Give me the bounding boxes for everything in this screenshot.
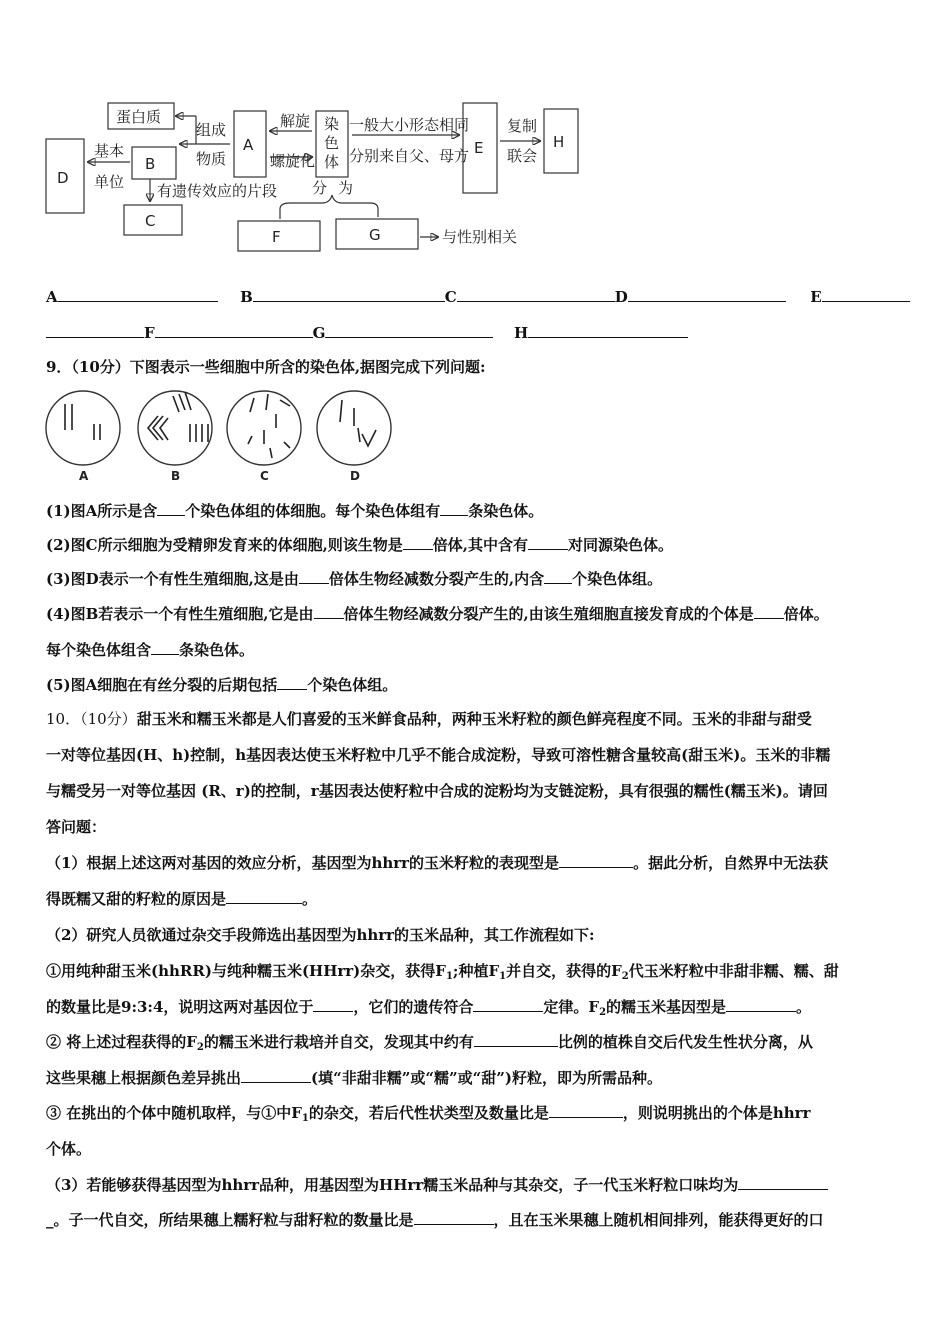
q9-p1-blank-1[interactable] (157, 501, 185, 516)
cell-C-label: C (260, 469, 269, 483)
q10-line-11 (46, 1067, 662, 1089)
q9-part5 (46, 674, 397, 696)
unit-label: 单位 (94, 173, 125, 191)
cell-A-label: A (79, 469, 89, 483)
cell-A (46, 391, 120, 465)
q9-p1-text-c: 条染色体。 (468, 502, 544, 520)
answer-B-blank[interactable] (253, 287, 445, 302)
q10-line-9 (46, 996, 811, 1018)
q9-p3-blank-2[interactable] (544, 569, 572, 584)
q10-l15-text-a: _。子一代自交，所结果穗上糯籽粒与甜籽粒的数量比是 (46, 1211, 414, 1229)
q9-p3-text-b: 倍体生物经减数分裂产生的,内含 (328, 570, 545, 588)
protein-label: 蛋白质 (116, 108, 162, 126)
q10-l8-sub-2: 1 (499, 971, 507, 982)
q10-l14-text-a: （3）若能够获得基因型为hhrr品种，用基因型为HHrr糯玉米品种与其杂交，子一代玉米籽粒口味均为 (46, 1176, 739, 1194)
answer-A-blank[interactable] (58, 287, 218, 302)
q10-l5-text-a: （1）根据上述这两对基因的效应分析，基因型为hhrr的玉米籽粒的表现型是 (46, 854, 560, 872)
q10-phenotype-blank[interactable] (559, 853, 633, 868)
same-shape-label: 一般大小形态相同 (349, 116, 470, 134)
q9-p4-text-b: 倍体生物经减数分裂产生的,由该生殖细胞直接发育成的个体是 (343, 605, 754, 623)
q9-p1-blank-2[interactable] (440, 501, 468, 516)
material-label: 物质 (196, 150, 227, 168)
q9-p4-text-d: 每个染色体组含 (46, 641, 152, 659)
box-G-label: G (369, 226, 381, 244)
q9-p2-blank-1[interactable] (403, 535, 433, 550)
q9-p3-text-c: 个染色体组。 (572, 570, 663, 588)
q9-p5-blank-1[interactable] (277, 675, 307, 690)
q10-l9-text-d: 的糯玉米基因型是 (606, 998, 727, 1016)
q9-p5-text-b: 个染色体组。 (307, 676, 398, 694)
q9-p2-text-a: (2)图C所示细胞为受精卵发育来的体细胞,则该生物是 (46, 536, 403, 554)
q10-l8-sub-1: 1 (445, 971, 453, 982)
q10-offspring-ratio-blank[interactable] (549, 1103, 623, 1118)
concept-diagram (0, 95, 950, 265)
answer-E-blank-cont[interactable] (46, 323, 144, 338)
cell-figures (40, 386, 410, 486)
q10-ear-ratio-blank[interactable] (414, 1210, 494, 1225)
q10-l12-text-c: ，则说明挑出的个体是hhrr (622, 1104, 811, 1122)
answer-G-label: G (312, 324, 326, 342)
q9-p1-text-a: (1)图A所示是含 (46, 502, 158, 520)
q10-law-blank[interactable] (473, 997, 543, 1012)
q10-location-blank[interactable] (313, 997, 353, 1012)
q10-line-7: （2）研究人员欲通过杂交手段筛选出基因型为hhrr的玉米品种，其工作流程如下: (46, 926, 595, 944)
cell-C (227, 391, 301, 465)
answer-E-blank[interactable] (822, 287, 910, 302)
q9-part1 (46, 500, 543, 522)
cell-B-label: B (171, 469, 181, 483)
q10-kernel-blank[interactable] (241, 1068, 311, 1083)
q10-l8-text-b: ;种植F (452, 962, 500, 980)
basic-label: 基本 (94, 142, 125, 160)
q9-p4-text-e: 条染色体。 (179, 641, 255, 659)
q10-l6-text-a: 得既糯又甜的籽粒的原因是 (46, 890, 227, 908)
q9-p3-blank-1[interactable] (299, 569, 329, 584)
q10-l9-text-c: 定律。F (543, 998, 600, 1016)
cell-D (317, 391, 391, 465)
box-F-label: F (272, 228, 281, 246)
chromosome-label-3: 体 (324, 153, 340, 171)
q9-p2-text-c: 对同源染色体。 (568, 536, 674, 554)
answer-G-blank[interactable] (325, 323, 493, 338)
q10-line-10 (46, 1031, 813, 1053)
q10-l11-text-a: 这些果穗上根据颜色差异挑出 (46, 1069, 242, 1087)
split-label-1: 分 (312, 179, 328, 197)
q9-part3 (46, 568, 662, 590)
q10-l10-text-a: ② 将上述过程获得的F (46, 1033, 197, 1051)
q9-title: 9．（10分）下图表示一些细胞中所含的染色体,据图完成下列问题: (46, 358, 486, 376)
synapsis-label: 联会 (507, 147, 538, 165)
q10-line-15 (46, 1209, 824, 1231)
q9-part4 (46, 603, 829, 625)
q10-l10-text-c: 比例的植株自交后代发生性状分离，从 (557, 1033, 813, 1051)
q10-l11-text-b: (填“非甜非糯”或“糯”或“甜”)籽粒，即为所需品种。 (311, 1069, 662, 1087)
answer-H-label: H (513, 324, 529, 342)
q10-ratio-blank[interactable] (474, 1032, 558, 1047)
q10-line-12 (46, 1102, 810, 1124)
q10-l9-text-b: ，它们的遗传符合 (353, 998, 474, 1016)
answer-row-1 (46, 286, 910, 308)
q10-line-4: 答问题： (46, 818, 107, 836)
q9-p4-text-a: (4)图B若表示一个有性生殖细胞,它是由 (46, 605, 314, 623)
q10-line-6 (46, 888, 317, 910)
answer-E-label: E (810, 288, 822, 306)
q10-line-13: 个体。 (46, 1140, 92, 1158)
spiral-label: 螺旋化 (270, 152, 316, 170)
box-B-label: B (145, 155, 156, 173)
copy-label: 复制 (507, 117, 538, 135)
answer-A-label: A (46, 288, 58, 306)
q10-line-5 (46, 852, 828, 874)
box-A-label: A (243, 136, 254, 154)
q10-number: 10．（10分） (46, 710, 137, 728)
q10-l8-text-a: ①用纯种甜玉米(hhRR)与纯种糯玉米(HHrr)杂交，获得F (46, 962, 446, 980)
answer-F-blank[interactable] (155, 323, 313, 338)
q9-p4-blank-2[interactable] (754, 604, 784, 619)
q9-p4-blank-1[interactable] (314, 604, 344, 619)
from-parents-label: 分别来自父、母方 (349, 147, 470, 165)
q10-reason-blank[interactable] (226, 889, 302, 904)
q10-l12-text-b: 的杂交，若后代性状类型及数量比是 (308, 1104, 549, 1122)
chromosome-label-2: 色 (324, 134, 340, 152)
answer-B-label: B (240, 288, 253, 306)
box-D-label: D (57, 169, 69, 187)
q10-genotype-blank[interactable] (726, 997, 796, 1012)
q10-l9-sub: 2 (599, 1007, 607, 1018)
q9-p3-text-a: (3)图D表示一个有性生殖细胞,这是由 (46, 570, 299, 588)
q9-p1-text-b: 个染色体组的体细胞。每个染色体组有 (185, 502, 441, 520)
answer-H-blank[interactable] (528, 323, 688, 338)
q10-line-2: 一对等位基因(H、h)控制，h基因表达使玉米籽粒中几乎不能合成淀粉，导致可溶性糖含量较高(甜玉米)。玉米的非糯 (46, 746, 831, 764)
answer-F-label: F (144, 324, 155, 342)
q10-line-8 (46, 960, 839, 982)
q9-p2-blank-2[interactable] (528, 535, 568, 550)
q9-part2 (46, 534, 673, 556)
q9-p4-blank-3[interactable] (151, 640, 179, 655)
q10-taste-blank[interactable] (738, 1175, 828, 1190)
q10-l6-text-b: 。 (302, 890, 318, 908)
gene-segment-label: 有遗传效应的片段 (157, 182, 278, 200)
q10-l8-text-c: 并自交，获得的F (506, 962, 622, 980)
box-C-label: C (145, 212, 156, 230)
q10-l12-text-a: ③ 在挑出的个体中随机取样，与①中F (46, 1104, 302, 1122)
q9-p4-text-c: 倍体。 (783, 605, 829, 623)
q9-p5-text-a: (5)图A细胞在有丝分裂的后期包括 (46, 676, 278, 694)
q10-l8-sub-3: 2 (621, 971, 629, 982)
q10-line-1 (46, 708, 812, 730)
answer-C-label: C (444, 288, 457, 306)
q10-l9-text-e: 。 (796, 998, 812, 1016)
q10-l15-text-b: ，且在玉米果穗上随机相间排列，能获得更好的口 (493, 1211, 824, 1229)
q10-l12-sub: 1 (301, 1113, 309, 1124)
unwind-label: 解旋 (280, 112, 311, 130)
compose-label: 组成 (196, 121, 227, 139)
split-label-2: 为 (338, 179, 354, 197)
sex-related-label: 与性别相关 (442, 228, 518, 246)
box-H-label: H (553, 133, 565, 151)
q10-l10-text-b: 的糯玉米进行栽培并自交，发现其中约有 (203, 1033, 474, 1051)
q10-l5-text-b: 。据此分析，自然界中无法获 (633, 854, 829, 872)
answer-row-2 (46, 322, 688, 344)
q9-p2-text-b: 倍体,其中含有 (432, 536, 529, 554)
q10-l8-text-d: 代玉米籽粒中非甜非糯、糯、甜 (628, 962, 839, 980)
q10-l1-text: 甜玉米和糯玉米都是人们喜爱的玉米鲜食品种，两种玉米籽粒的颜色鲜亮程度不同。玉米的非甜与甜受 (136, 710, 812, 728)
q10-l10-sub: 2 (196, 1042, 204, 1053)
box-E-label: E (474, 139, 484, 157)
q9-part4-cont (46, 639, 254, 661)
q10-line-3: 与糯受另一对等位基因 (R、r)的控制，r基因表达使籽粒中合成的淀粉均为支链淀粉，具有很强的糯性(糯玉米)。请回 (46, 782, 828, 800)
q10-l9-text-a: 的数量比是9:3:4，说明这两对基因位于 (46, 998, 314, 1016)
answer-D-blank[interactable] (628, 287, 786, 302)
answer-D-label: D (614, 288, 628, 306)
q10-line-14 (46, 1174, 828, 1196)
cell-D-label: D (350, 469, 360, 483)
chromosome-label-1: 染 (324, 115, 340, 133)
answer-C-blank[interactable] (457, 287, 615, 302)
